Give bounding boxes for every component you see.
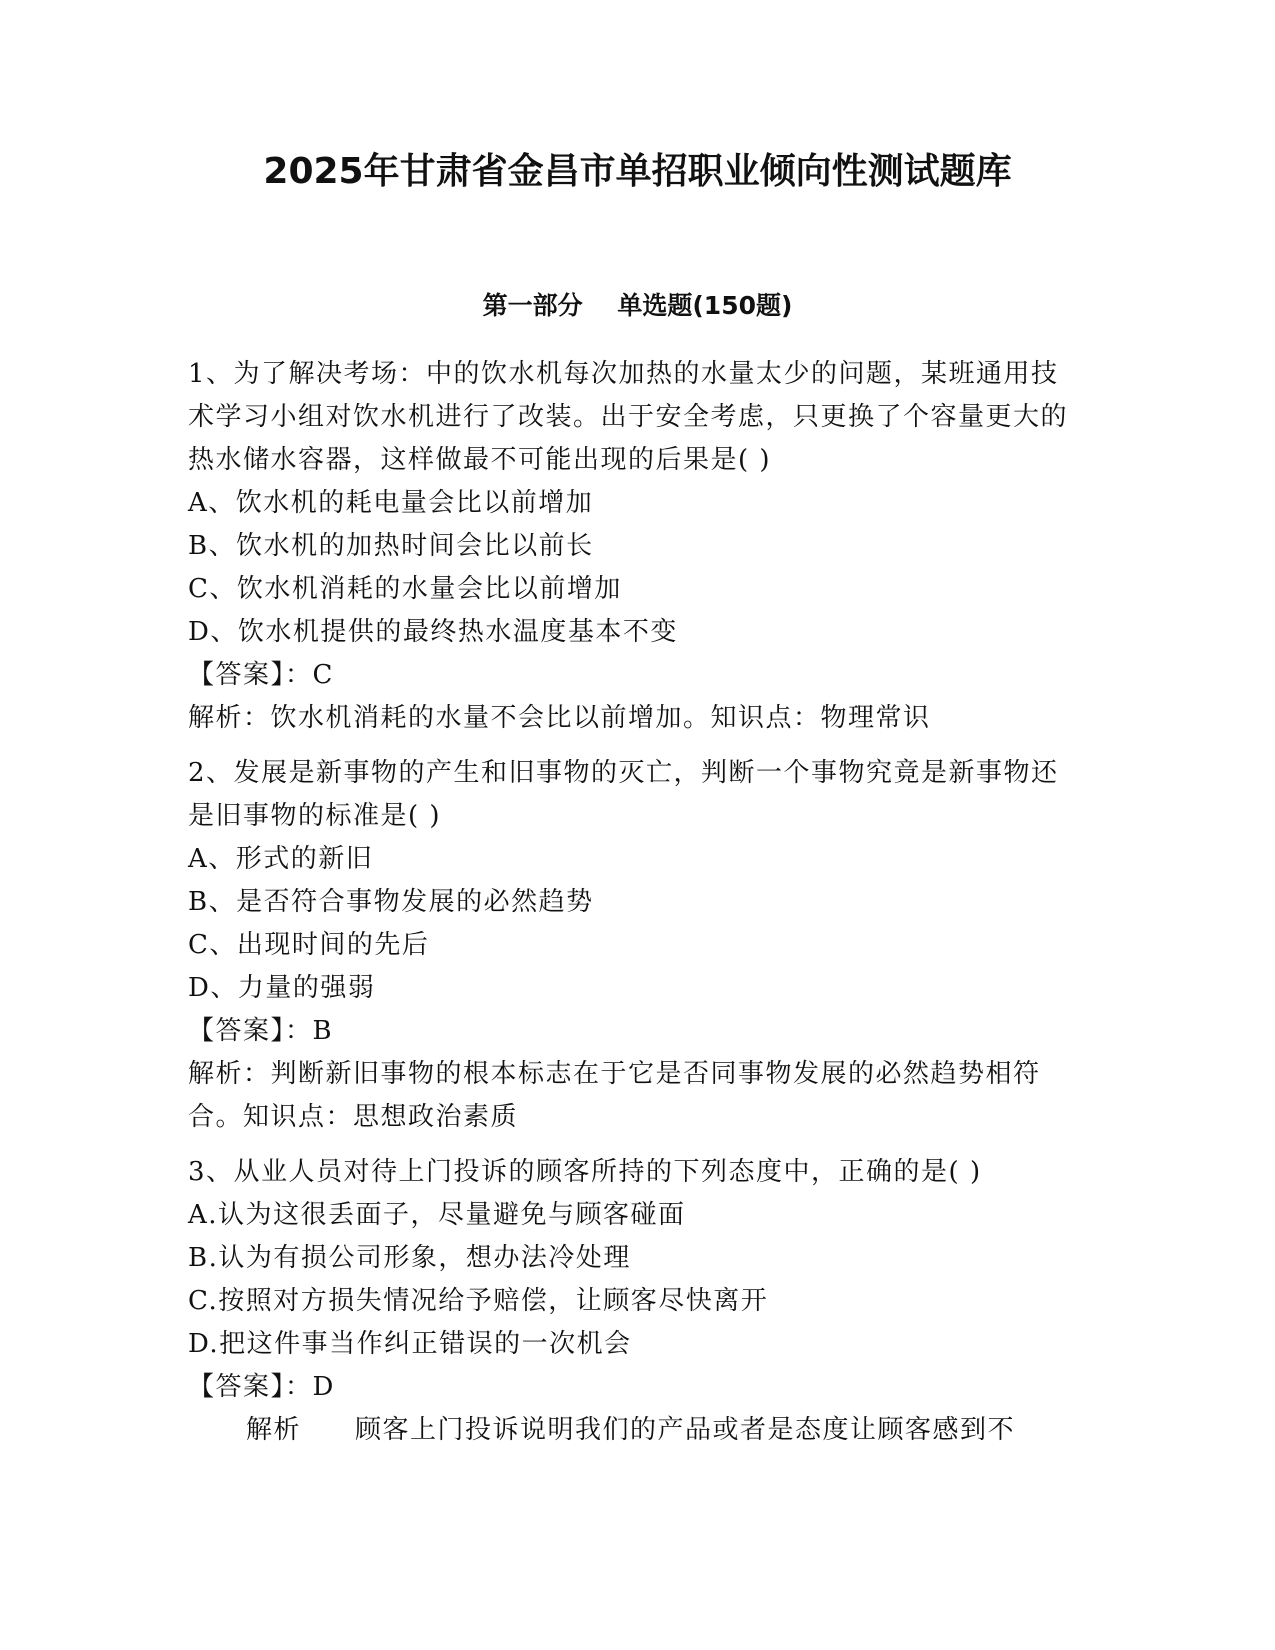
question-stem: 3、从业人员对待上门投诉的顾客所持的下列态度中，正确的是( ) [188,1157,982,1187]
option-d: D、饮水机提供的最终热水温度基本不变 [188,617,678,647]
answer: 【答案】：C [188,660,334,690]
analysis [188,1409,1078,1452]
option-c: C、出现时间的先后 [188,930,430,960]
question-stem: 2、发展是新事物的产生和旧事物的灭亡，判断一个事物究竟是新事物还是旧事物的标准是( ) [188,758,1059,831]
analysis: 解析：判断新旧事物的根本标志在于它是否同事物发展的必然趋势相符合。知识点：思想政治素质 [188,1059,1041,1132]
option-d: D.把这件事当作纠正错误的一次机会 [188,1329,632,1359]
analysis-text: 顾客上门投诉说明我们的产品或者是态度让顾客感到不 [355,1415,1016,1445]
question-list [188,353,1078,1464]
option-a: A.认为这很丢面子，尽量避免与顾客碰面 [188,1200,686,1230]
answer: 【答案】：D [188,1372,335,1402]
option-b: B、是否符合事物发展的必然趋势 [188,887,594,917]
option-b: B、饮水机的加热时间会比以前长 [188,531,594,561]
option-c: C.按照对方损失情况给予赔偿，让顾客尽快离开 [188,1286,769,1316]
question-item [188,1151,1078,1452]
option-b: B.认为有损公司形象，想办法冷处理 [188,1243,631,1273]
section-heading: 第一部分 单选题(150题) [482,291,793,320]
analysis-label: 解析 [246,1415,302,1445]
answer: 【答案】：B [188,1016,334,1046]
question-item [188,752,1078,1139]
question-item [188,353,1078,740]
document-title: 2025年甘肃省金昌市单招职业倾向性测试题库 [263,151,1012,192]
option-a: A、饮水机的耗电量会比以前增加 [188,488,594,518]
option-a: A、形式的新旧 [188,844,374,874]
question-stem: 1、为了解决考场：中的饮水机每次加热的水量太少的问题，某班通用技术学习小组对饮水机进行了改装。出于安全考虑，只更换了个容量更大的热水储水容器，这样做最不可能出现的后果是( ) [188,359,1069,475]
analysis: 解析：饮水机消耗的水量不会比以前增加。知识点：物理常识 [188,703,931,733]
option-d: D、力量的强弱 [188,973,376,1003]
option-c: C、饮水机消耗的水量会比以前增加 [188,574,622,604]
